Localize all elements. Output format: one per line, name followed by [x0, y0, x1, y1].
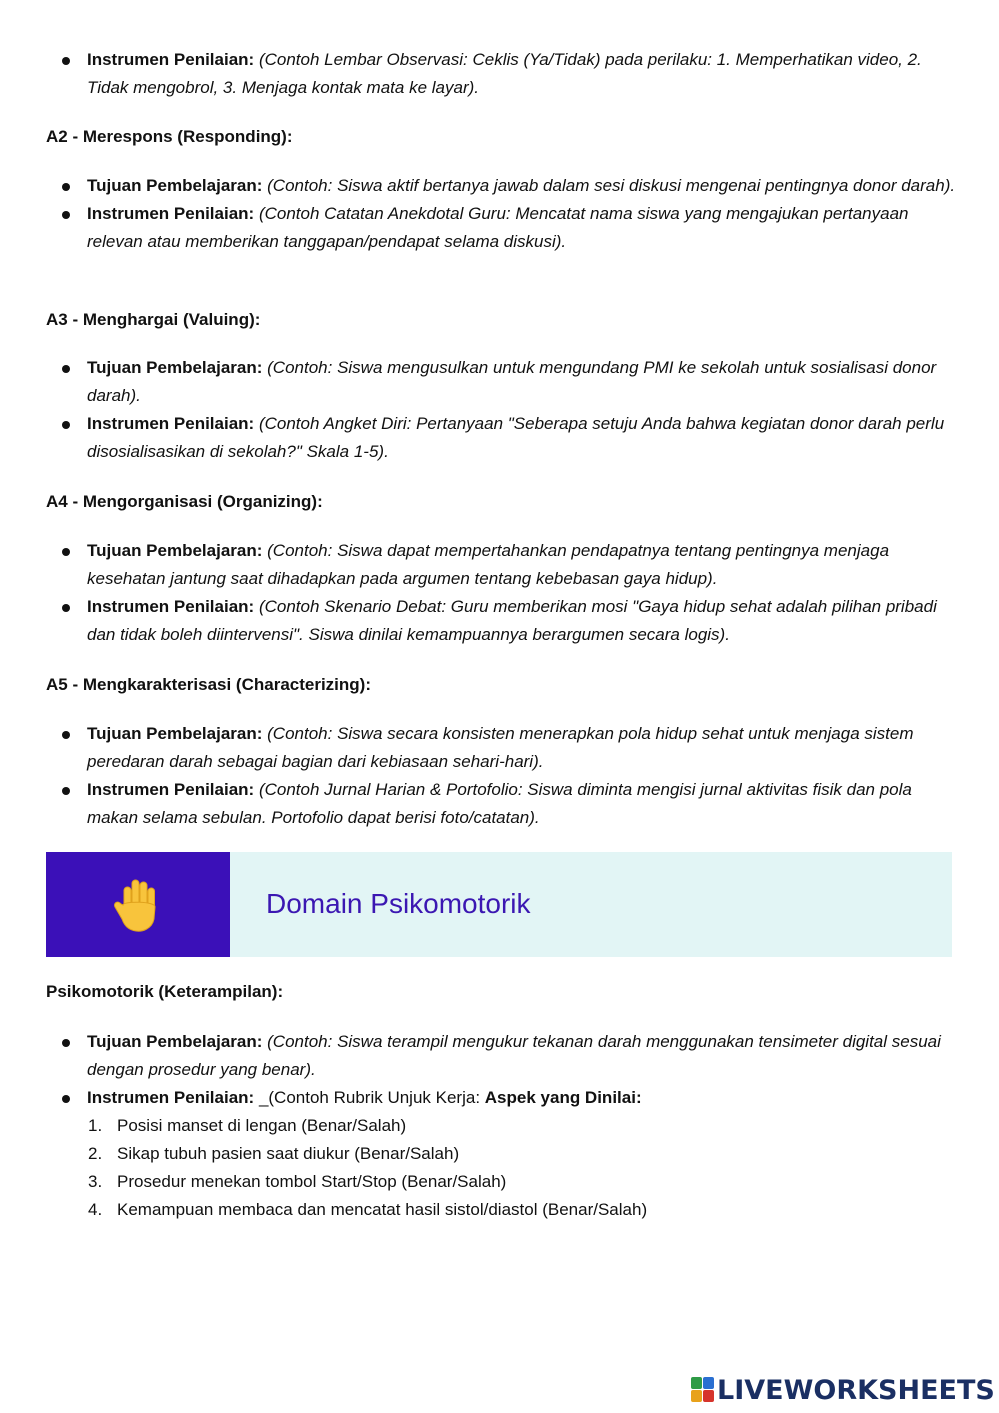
list-item — [0, 410, 999, 466]
step-number: 4. — [88, 1200, 103, 1219]
bullet-text: _(Contoh Rubrik Unjuk Kerja: — [258, 1088, 481, 1107]
banner-title: Domain Psikomotorik — [266, 888, 531, 919]
bullet-label: Instrumen Penilaian: — [87, 1088, 255, 1107]
bullet-text: (Contoh Angket Diri: Pertanyaan "Seberapa setuju Anda bahwa kegiatan donor darah perlu disosialisasikan di sekolah?" Skala 1-5). — [87, 414, 945, 461]
a3-bullet-list — [0, 354, 999, 466]
bullet-label: Instrumen Penilaian: — [87, 414, 255, 433]
raised-hand-icon — [112, 877, 164, 933]
bullet-text: (Contoh Skenario Debat: Guru memberikan mosi "Gaya hidup sehat adalah pilihan pribadi dan tidak boleh diintervensi". Siswa dinilai kemampuannya berargumen secara logis). — [87, 597, 937, 644]
section-heading-a3: A3 - Menghargai (Valuing): — [46, 310, 261, 329]
bullet-text: (Contoh: Siswa dapat mempertahankan pendapatnya tentang pentingnya menjaga kesehatan jantung saat dihadapkan pada argumen tentang kebebasan gaya hidup). — [87, 541, 890, 588]
step-text: Sikap tubuh pasien saat diukur (Benar/Salah) — [117, 1144, 460, 1163]
list-item — [0, 46, 999, 102]
bullet-text: (Contoh Lembar Observasi: Ceklis (Ya/Tidak) pada perilaku: 1. Memperhatikan video, 2. Tidak mengobrol, 3. Menjaga kontak mata ke layar). — [87, 50, 922, 97]
step-number: 3. — [88, 1172, 103, 1191]
list-item — [0, 1196, 999, 1224]
step-number: 2. — [88, 1144, 103, 1163]
section-banner-psikomotorik — [46, 852, 952, 957]
bullet-label: Tujuan Pembelajaran: — [87, 724, 263, 743]
bullet-label: Tujuan Pembelajaran: — [87, 1032, 263, 1051]
list-item — [0, 1028, 999, 1084]
step-number: 1. — [88, 1116, 103, 1135]
bullet-label: Tujuan Pembelajaran: — [87, 176, 263, 195]
bullet-label: Instrumen Penilaian: — [87, 780, 255, 799]
bullet-text: (Contoh: Siswa aktif bertanya jawab dalam sesi diskusi mengenai pentingnya donor darah). — [267, 176, 956, 195]
section-heading-a2: A2 - Merespons (Responding): — [46, 127, 293, 146]
logo-mark-icon — [691, 1377, 715, 1403]
psiko-bullet-list — [0, 1028, 999, 1112]
list-item — [0, 537, 999, 593]
bullet-label: Instrumen Penilaian: — [87, 50, 255, 69]
a1-bullet-list — [0, 46, 999, 102]
bullet-label: Instrumen Penilaian: — [87, 597, 255, 616]
section-heading-a5: A5 - Mengkarakterisasi (Characterizing): — [46, 675, 371, 694]
section-heading-psikomotorik: Psikomotorik (Keterampilan): — [46, 982, 284, 1001]
banner-icon-box — [46, 852, 230, 957]
list-item — [0, 720, 999, 776]
bullet-label: Instrumen Penilaian: — [87, 204, 255, 223]
step-text: Prosedur menekan tombol Start/Stop (Benar/Salah) — [117, 1172, 507, 1191]
bullet-text: (Contoh: Siswa mengusulkan untuk mengundang PMI ke sekolah untuk sosialisasi donor darah). — [87, 358, 937, 405]
liveworksheets-logo[interactable] — [691, 1374, 995, 1406]
list-item — [0, 354, 999, 410]
section-heading-a4: A4 - Mengorganisasi (Organizing): — [46, 492, 323, 511]
bullet-label: Tujuan Pembelajaran: — [87, 358, 263, 377]
a5-bullet-list — [0, 720, 999, 832]
step-text: Kemampuan membaca dan mencatat hasil sistol/diastol (Benar/Salah) — [117, 1200, 648, 1219]
bullet-label: Tujuan Pembelajaran: — [87, 541, 263, 560]
list-item — [0, 172, 999, 200]
list-item — [0, 776, 999, 832]
logo-text: LIVEWORKSHEETS — [717, 1374, 995, 1406]
step-text: Posisi manset di lengan (Benar/Salah) — [117, 1116, 407, 1135]
list-item — [0, 1084, 999, 1112]
list-item — [0, 1112, 999, 1140]
bullet-text: (Contoh Catatan Anekdotal Guru: Mencatat nama siswa yang mengajukan pertanyaan relevan atau memberikan tanggapan/pendapat selama diskusi). — [87, 204, 909, 251]
bullet-text: (Contoh Jurnal Harian & Portofolio: Siswa diminta mengisi jurnal aktivitas fisik dan pola makan selama sebulan. Portofolio dapat berisi foto/catatan). — [87, 780, 912, 827]
a4-bullet-list — [0, 537, 999, 649]
a2-bullet-list — [0, 172, 999, 256]
aspek-list — [0, 1112, 999, 1224]
list-item — [0, 200, 999, 256]
list-item — [0, 1140, 999, 1168]
list-item — [0, 593, 999, 649]
list-item — [0, 1168, 999, 1196]
bullet-text: (Contoh: Siswa secara konsisten menerapkan pola hidup sehat untuk menjaga sistem peredaran darah sebagai bagian dari kebiasaan sehari-hari). — [87, 724, 914, 771]
bullet-text: (Contoh: Siswa terampil mengukur tekanan darah menggunakan tensimeter digital sesuai dengan prosedur yang benar). — [87, 1032, 941, 1079]
aspek-label: Aspek yang Dinilai: — [484, 1088, 642, 1107]
